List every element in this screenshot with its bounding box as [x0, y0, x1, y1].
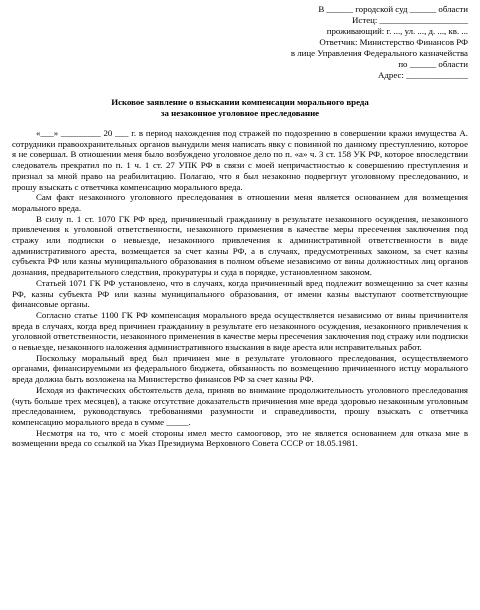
court-line: В ______ городской суд ______ области	[318, 4, 468, 14]
paragraph: Несмотря на то, что с моей стороны имел место самооговор, это не является основанием для отказа мне в возмещении вреда со ссылкой на Указ Президиума Верховного Совета СССР от 18.05.1981.	[12, 427, 468, 449]
addressee-block	[274, 4, 468, 81]
title-line-1: Исковое заявление о взыскании компенсации морального вреда	[111, 97, 369, 107]
paragraph: В силу п. 1 ст. 1070 ГК РФ вред, причиненный гражданину в результате незаконного осуждения, незаконного привлечения к уголовной ответственности, незаконного применения в качестве меры пресечения заключения под стражу или подписки о невыезде, незаконного привлечения к административной ответственности в виде административного ареста, возмещается за счет казны РФ, а в случаях, предусмотренных законом, за счет казны субъекта РФ или казны муниципального образования в полном объеме независимо от вины должностных лиц органов дознания, предварительного следствия, прокуратуры и суда в порядке, установленном законом.	[12, 213, 468, 278]
paragraph: Сам факт незаконного уголовного преследования в отношении меня является основанием для возмещения морального вреда.	[12, 192, 468, 213]
paragraph: Статьей 1071 ГК РФ установлено, что в случаях, когда причиненный вред подлежит возмещению за счет казны РФ, казны субъекта РФ или казны муниципального образования, от имени казны выступают соответствующие финансовые органы.	[12, 277, 468, 310]
paragraph: Согласно статье 1100 ГК РФ компенсация морального вреда осуществляется независимо от вины причинителя вреда в случаях, когда вред причинен гражданину в результате его незаконного осуждения, незаконного привлечения к уголовной ответственности, незаконного применения в качестве меры пресечения заключения под стражу или подписки о невыезде, незаконного наложения административного взыскания в виде ареста или исправительных работ.	[12, 309, 468, 353]
document-title	[12, 97, 468, 119]
defendant-rep-line: в лице Управления Федерального казначейства	[290, 48, 468, 58]
document-body	[12, 128, 468, 449]
defendant-line: Ответчик: Министерство Финансов РФ	[319, 37, 468, 47]
address-line: Адрес: ______________	[378, 70, 468, 80]
region-line: по ______ области	[398, 59, 468, 69]
title-line-2: за незаконное уголовное преследование	[160, 108, 320, 118]
paragraph: Исходя из фактических обстоятельств дела, приняв во внимание продолжительность уголовного преследования (чуть больше трех месяцев), а также отсутствие доказательств причинения мне вреда здоровью незаконным уголовным преследованием, руководствуясь требованиями разумности и справедливости, прошу взыскать с ответчика компенсацию морального вреда в сумме _____.	[12, 384, 468, 427]
paragraph: «___» _________ 20 ___ г. в период нахождения под стражей по подозрению в совершении кражи имущества А. сотрудники правоохранительных органов вынудили меня написать явку с повинной по данному преступлению, которое я не совершал. В отношении меня было возбуждено уголовное дело по п. «а» ч. 3 ст. 158 УК РФ, которое впоследствии следователь прекратил по п. 1 ч. 1 ст. 27 УПК РФ в связи с моей непричастностью к совершению преступления и признал за мной право на реабилитацию. Полагаю, что я был незаконно подвергнут уголовному преследованию, и прошу взыскать с ответчика компенсацию морального вреда.	[12, 128, 468, 192]
paragraph: Поскольку моральный вред был причинен мне в результате уголовного преследования, осуществляемого органами, финансируемыми из федерального бюджета, обязанность по возмещению причиненного истцу морального вреда должна быть возложена на Министерство финансов РФ за счет казны РФ.	[12, 352, 468, 385]
plaintiff-address-line: проживающий: г. ..., ул. ..., д. ..., кв. ...	[326, 26, 468, 36]
plaintiff-line: Истец: ____________________	[352, 15, 468, 25]
